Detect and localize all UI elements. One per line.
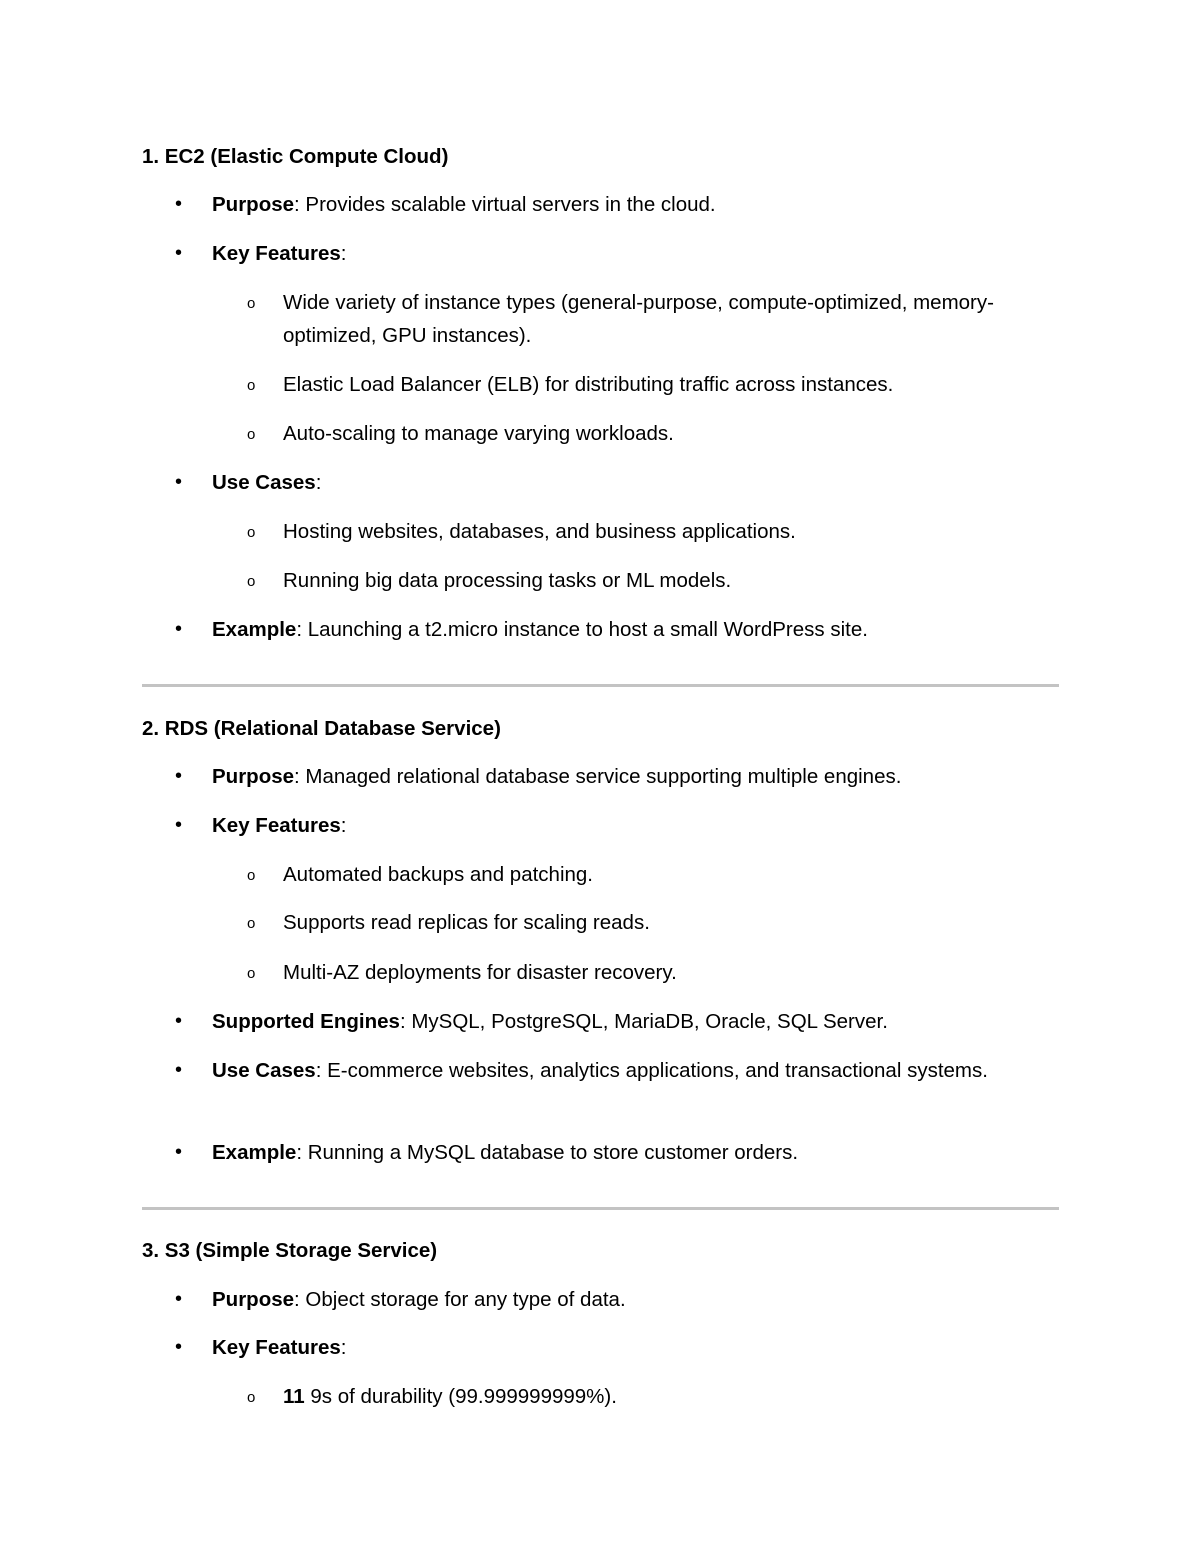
text-colon: : <box>340 242 347 265</box>
text-durability: 9s of durability (99.999999999%). <box>304 1385 617 1408</box>
text-example: : Launching a t2.micro instance to host a small WordPress site. <box>296 618 868 641</box>
text-use-cases: : E-commerce websites, analytics applications, and transactional systems. <box>315 1059 988 1082</box>
text-colon: : <box>340 814 347 837</box>
text-purpose: : Managed relational database service supporting multiple engines. <box>294 765 902 788</box>
bullet-key-features-ec2 <box>212 237 1002 270</box>
label-use-cases: Use Cases <box>212 1059 316 1082</box>
bullet-purpose-ec2 <box>212 188 1002 221</box>
text-colon: : <box>340 1336 347 1359</box>
sub-bullet-feature-3: o Multi-AZ deployments for disaster recovery. <box>283 956 1003 989</box>
label-use-cases: Use Cases <box>212 471 316 494</box>
bullet-use-cases-rds <box>212 1054 1002 1087</box>
text-bold-number: 11 <box>283 1385 305 1408</box>
label-key-features: Key Features <box>212 814 341 837</box>
text-colon: : <box>315 471 322 494</box>
text-supported-engines: : MySQL, PostgreSQL, MariaDB, Oracle, SQL Server. <box>399 1010 888 1033</box>
sub-bullet-use-case-2: o Running big data processing tasks or ML models. <box>283 564 1003 597</box>
sub-bullet-feature-1: o Wide variety of instance types (general-purpose, compute-optimized, memory-optimized, GPU instances). <box>283 286 1003 352</box>
bullet-supported-engines <box>212 1005 1002 1038</box>
label-example: Example <box>212 1141 297 1164</box>
text-purpose: : Object storage for any type of data. <box>294 1288 626 1311</box>
bullet-example-rds <box>212 1136 1002 1169</box>
bullet-purpose-rds <box>212 760 1002 793</box>
bullet-example-ec2 <box>212 613 1002 646</box>
sub-bullet-use-case-1: o Hosting websites, databases, and business applications. <box>283 515 1003 548</box>
sub-bullet-feature-1: o Automated backups and patching. <box>283 858 1003 891</box>
label-purpose: Purpose <box>212 765 295 788</box>
label-purpose: Purpose <box>212 193 295 216</box>
label-supported-engines: Supported Engines <box>212 1010 400 1033</box>
sub-bullet-feature-2: o Elastic Load Balancer (ELB) for distributing traffic across instances. <box>283 368 1003 401</box>
label-example: Example <box>212 618 297 641</box>
bullet-use-cases-ec2 <box>212 466 1002 499</box>
horizontal-rule <box>142 684 1059 687</box>
section-heading-s3: 3. S3 (Simple Storage Service) <box>142 1239 438 1262</box>
horizontal-rule <box>142 1207 1059 1210</box>
bullet-purpose-s3 <box>212 1283 1002 1316</box>
section-heading-ec2: 1. EC2 (Elastic Compute Cloud) <box>142 145 449 168</box>
bullet-key-features-s3 <box>212 1331 1002 1364</box>
sub-bullet-feature-1 <box>283 1380 1003 1413</box>
sub-bullet-feature-2: o Supports read replicas for scaling reads. <box>283 906 1003 939</box>
sub-bullet-feature-3: o Auto-scaling to manage varying workloads. <box>283 417 1003 450</box>
text-purpose: : Provides scalable virtual servers in the cloud. <box>294 193 716 216</box>
text-example: : Running a MySQL database to store customer orders. <box>296 1141 799 1164</box>
label-key-features: Key Features <box>212 1336 341 1359</box>
section-heading-rds: 2. RDS (Relational Database Service) <box>142 717 501 740</box>
label-key-features: Key Features <box>212 242 341 265</box>
label-purpose: Purpose <box>212 1288 295 1311</box>
bullet-key-features-rds <box>212 809 1002 842</box>
